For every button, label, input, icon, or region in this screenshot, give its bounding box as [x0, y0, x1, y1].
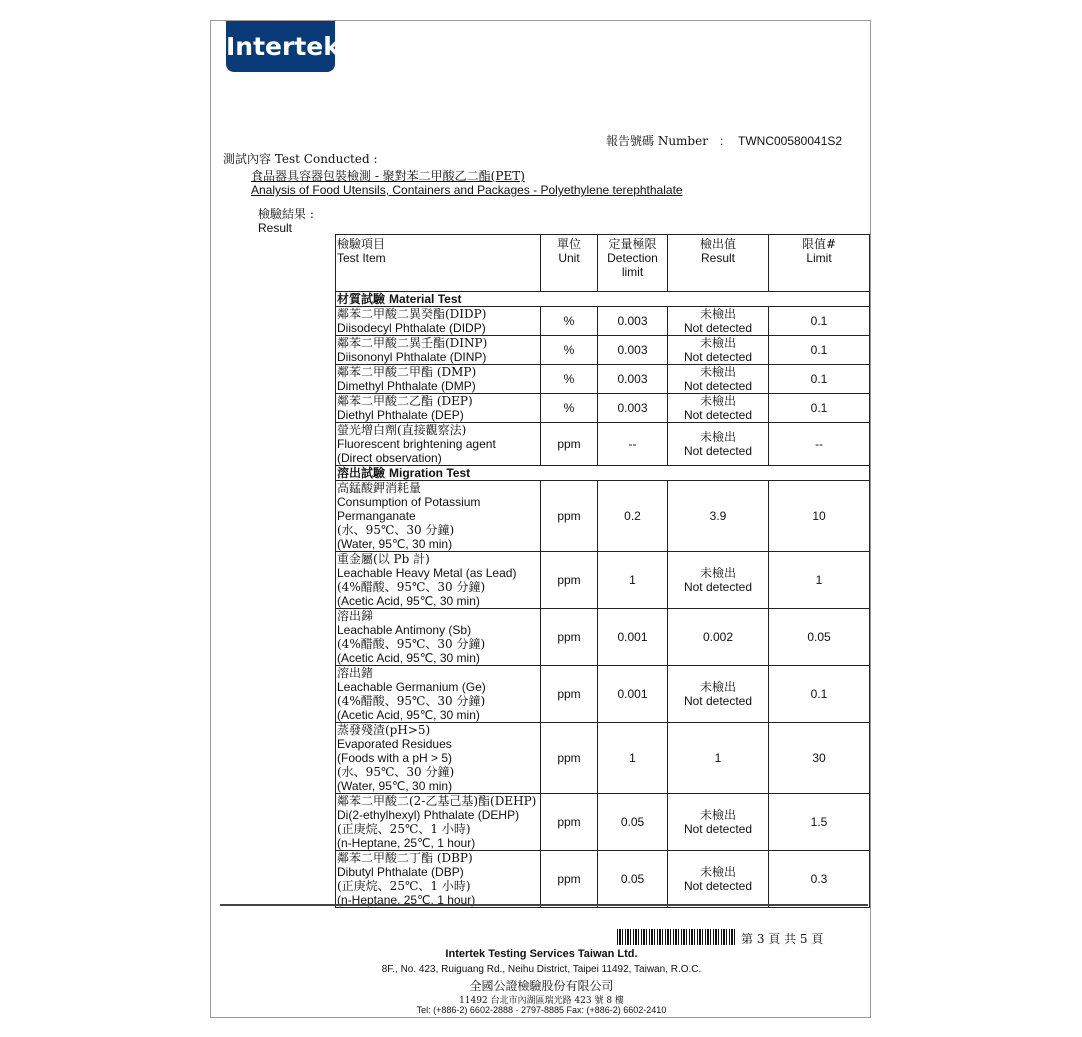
test-item-line: (Direct observation): [337, 451, 442, 465]
test-item-line: (Water, 95℃, 30 min): [337, 779, 453, 793]
test-item-line: 螢光增白劑(直接觀察法): [337, 423, 467, 437]
test-item-line: (水、95℃、30 分鐘): [337, 765, 455, 779]
test-item-line: 鄰苯二甲酸二乙酯 (DEP): [337, 394, 473, 408]
header-detection-limit-line: limit: [621, 265, 644, 279]
test-item-line: 溶出銻: [337, 609, 374, 623]
limit-value: 1.5: [769, 794, 870, 851]
test-item-line: 高錳酸鉀消耗量: [337, 481, 422, 495]
header-test-item-line: 檢驗項目: [337, 237, 386, 251]
result-value-line: Not detected: [683, 822, 753, 836]
test-conducted-zh: 食品器具容器包裝檢測 - 聚對苯二甲酸乙二酯(PET): [251, 169, 525, 183]
limit-value: 30: [769, 723, 870, 794]
result-value: [668, 609, 769, 666]
section-row: [336, 466, 870, 481]
header-result-line: Result: [700, 251, 735, 265]
test-item-line: Diisononyl Phthalate (DINP): [337, 350, 487, 364]
test-item-line: Leachable Heavy Metal (as Lead): [337, 566, 517, 580]
detection-limit: 0.05: [598, 851, 668, 908]
result-value: [668, 666, 769, 723]
header-detection-limit-line: 定量極限: [608, 237, 657, 251]
limit-value: 0.1: [769, 666, 870, 723]
unit: ppm: [541, 481, 598, 552]
unit: ppm: [541, 723, 598, 794]
unit: ppm: [541, 552, 598, 609]
test-item-line: Leachable Germanium (Ge): [337, 680, 486, 694]
detection-limit: 1: [598, 552, 668, 609]
test-item-line: Permanganate: [337, 509, 416, 523]
result-value: [668, 307, 769, 336]
limit-value: 0.1: [769, 336, 870, 365]
result-label-zh: 檢驗結果 :: [258, 207, 314, 221]
detection-limit: 0.05: [598, 794, 668, 851]
report-page: [210, 20, 871, 1018]
test-item-line: Diisodecyl Phthalate (DIDP): [337, 321, 486, 335]
test-item: [336, 307, 541, 336]
header-test-item: [336, 235, 541, 292]
test-item-line: 鄰苯二甲酸二異癸酯(DIDP): [337, 307, 487, 321]
table-header-row: [336, 235, 870, 292]
test-item-line: (Foods with a pH > 5): [337, 751, 453, 765]
table-row: [336, 794, 870, 851]
test-item-line: Dimethyl Phthalate (DMP): [337, 379, 476, 393]
test-item-line: 鄰苯二甲酸二甲酯 (DMP): [337, 365, 477, 379]
report-number-separator: :: [720, 134, 724, 148]
table-row: [336, 365, 870, 394]
footer-divider: [220, 904, 868, 906]
table-row: [336, 851, 870, 908]
unit: ppm: [541, 423, 598, 466]
test-item-line: Consumption of Potassium: [337, 495, 481, 509]
report-number-label: 報告號碼 Number: [606, 134, 708, 148]
table-row: [336, 609, 870, 666]
test-item: [336, 552, 541, 609]
test-item: [336, 794, 541, 851]
result-value-line: 未檢出: [699, 566, 736, 580]
result-value-line: 3.9: [709, 509, 727, 523]
detection-limit: 0.003: [598, 394, 668, 423]
limit-value: 0.1: [769, 307, 870, 336]
table-row: [336, 723, 870, 794]
detection-limit: 0.003: [598, 336, 668, 365]
detection-limit: 0.003: [598, 307, 668, 336]
result-value: [668, 423, 769, 466]
test-item-line: (Acetic Acid, 95℃, 30 min): [337, 651, 480, 665]
result-value-line: 未檢出: [699, 307, 736, 321]
test-item-line: 溶出鍺: [337, 666, 374, 680]
result-value-line: Not detected: [683, 879, 753, 893]
test-item-line: 鄰苯二甲酸二丁酯 (DBP): [337, 851, 473, 865]
unit: %: [541, 336, 598, 365]
detection-limit: 0.003: [598, 365, 668, 394]
test-item-line: (4%醋酸、95℃、30 分鐘): [337, 694, 486, 708]
header-limit-line: 限值#: [801, 237, 837, 251]
test-item-line: (n-Heptane, 25℃, 1 hour): [337, 893, 476, 907]
table-row: [336, 336, 870, 365]
section-row: [336, 292, 870, 307]
report-number: TWNC00580041S2: [738, 134, 843, 148]
test-item-line: (正庚烷、25℃、1 小時): [337, 822, 471, 836]
limit-value: 10: [769, 481, 870, 552]
result-value-line: Not detected: [683, 350, 753, 364]
result-value: [668, 851, 769, 908]
header-limit: [769, 235, 870, 292]
section-title-zh: 材質試驗: [337, 292, 386, 306]
test-item-line: 鄰苯二甲酸二(2-乙基己基)酯(DEHP): [337, 794, 537, 808]
test-item: [336, 365, 541, 394]
test-item: [336, 423, 541, 466]
test-item-line: Leachable Antimony (Sb): [337, 623, 472, 637]
result-value-line: 未檢出: [699, 365, 736, 379]
test-item-line: (水、95℃、30 分鐘): [337, 523, 455, 537]
test-item-line: (Acetic Acid, 95℃, 30 min): [337, 594, 480, 608]
result-value-line: 未檢出: [699, 808, 736, 822]
limit-value: 1: [769, 552, 870, 609]
header-result-line: 檢出值: [699, 237, 736, 251]
test-item: [336, 336, 541, 365]
result-value: [668, 394, 769, 423]
result-value-line: Not detected: [683, 444, 753, 458]
table-row: [336, 552, 870, 609]
intertek-logo: Intertek: [226, 21, 335, 72]
test-item-line: (4%醋酸、95℃、30 分鐘): [337, 580, 486, 594]
detection-limit: --: [598, 423, 668, 466]
table-row: [336, 666, 870, 723]
result-value-line: Not detected: [683, 580, 753, 594]
test-item-line: Diethyl Phthalate (DEP): [337, 408, 464, 422]
result-value: [668, 481, 769, 552]
detection-limit: 1: [598, 723, 668, 794]
table-row: [336, 423, 870, 466]
footer-address-en: 8F., No. 423, Ruiguang Rd., Neihu District, Taipei 11492, Taiwan, R.O.C.: [381, 964, 702, 975]
test-item-line: (Acetic Acid, 95℃, 30 min): [337, 708, 480, 722]
limit-value: 0.1: [769, 365, 870, 394]
test-item-line: (Water, 95℃, 30 min): [337, 537, 453, 551]
detection-limit: 0.001: [598, 666, 668, 723]
footer-contact: Tel: (+886-2) 6602-2888 · 2797-8885 Fax: (+886-2) 6602-2410: [416, 1005, 667, 1015]
barcode: [617, 929, 735, 945]
test-item-line: Fluorescent brightening agent: [337, 437, 496, 451]
unit: ppm: [541, 609, 598, 666]
limit-value: 0.05: [769, 609, 870, 666]
result-value: [668, 723, 769, 794]
header-test-item-line: Test Item: [337, 251, 386, 265]
table-row: [336, 307, 870, 336]
footer-company-zh: 全國公證檢驗股份有限公司: [469, 979, 614, 993]
test-item-line: (n-Heptane, 25℃, 1 hour): [337, 836, 476, 850]
section-title: [336, 466, 870, 481]
result-value-line: Not detected: [683, 408, 753, 422]
test-item-line: Di(2-ethylhexyl) Phthalate (DEHP): [337, 808, 520, 822]
result-value: [668, 365, 769, 394]
test-item: [336, 609, 541, 666]
unit: %: [541, 365, 598, 394]
header-unit: [541, 235, 598, 292]
footer-address-zh: 11492 台北市內湖區瑞光路 423 號 8 樓: [459, 996, 624, 1006]
result-value-line: 未檢出: [699, 865, 736, 879]
test-item: [336, 481, 541, 552]
footer-company-en: Intertek Testing Services Taiwan Ltd.: [445, 948, 638, 960]
section-title-en: Material Test: [389, 292, 462, 306]
result-value-line: 1: [714, 751, 722, 765]
result-value-line: 未檢出: [699, 680, 736, 694]
result-value-line: 未檢出: [699, 394, 736, 408]
header-unit-line: 單位: [556, 237, 581, 251]
result-value-line: 0.002: [702, 630, 734, 644]
test-item-line: 重金屬(以 Pb 計): [337, 552, 430, 566]
unit: %: [541, 307, 598, 336]
header-limit-line: Limit: [806, 251, 832, 265]
result-value-line: 未檢出: [699, 336, 736, 350]
test-conducted-en: Analysis of Food Utensils, Containers and Packages - Polyethylene terephthalate: [251, 183, 683, 197]
test-item-line: 蒸發殘渣(pH>5): [337, 723, 431, 737]
result-value: [668, 794, 769, 851]
section-title-zh: 溶出試驗: [337, 466, 386, 480]
test-item-line: 鄰苯二甲酸二異壬酯(DINP): [337, 336, 488, 350]
unit: %: [541, 394, 598, 423]
table-row: [336, 394, 870, 423]
result-label-en: Result: [258, 221, 293, 235]
result-value-line: Not detected: [683, 321, 753, 335]
result-table: [335, 234, 870, 908]
limit-value: 0.1: [769, 394, 870, 423]
unit: ppm: [541, 666, 598, 723]
result-value: [668, 336, 769, 365]
result-value-line: Not detected: [683, 379, 753, 393]
test-item-line: (4%醋酸、95℃、30 分鐘): [337, 637, 486, 651]
limit-value: 0.3: [769, 851, 870, 908]
test-item: [336, 851, 541, 908]
result-value-line: Not detected: [683, 694, 753, 708]
test-item-line: (正庚烷、25℃、1 小時): [337, 879, 471, 893]
test-item: [336, 666, 541, 723]
result-value: [668, 552, 769, 609]
header-result: [668, 235, 769, 292]
limit-value: --: [769, 423, 870, 466]
section-title-en: Migration Test: [389, 466, 471, 480]
page-number: 第 3 頁 共 5 頁: [741, 932, 824, 946]
unit: ppm: [541, 851, 598, 908]
test-item: [336, 723, 541, 794]
table-row: [336, 481, 870, 552]
test-item: [336, 394, 541, 423]
header-detection-limit-line: Detection: [607, 251, 658, 265]
unit: ppm: [541, 794, 598, 851]
section-title: [336, 292, 870, 307]
test-item-line: Dibutyl Phthalate (DBP): [337, 865, 464, 879]
test-item-line: Evaporated Residues: [337, 737, 452, 751]
detection-limit: 0.001: [598, 609, 668, 666]
header-detection-limit: [598, 235, 668, 292]
detection-limit: 0.2: [598, 481, 668, 552]
result-value-line: 未檢出: [699, 430, 736, 444]
header-unit-line: Unit: [558, 251, 580, 265]
test-conducted-label: 測試內容 Test Conducted :: [223, 152, 378, 166]
